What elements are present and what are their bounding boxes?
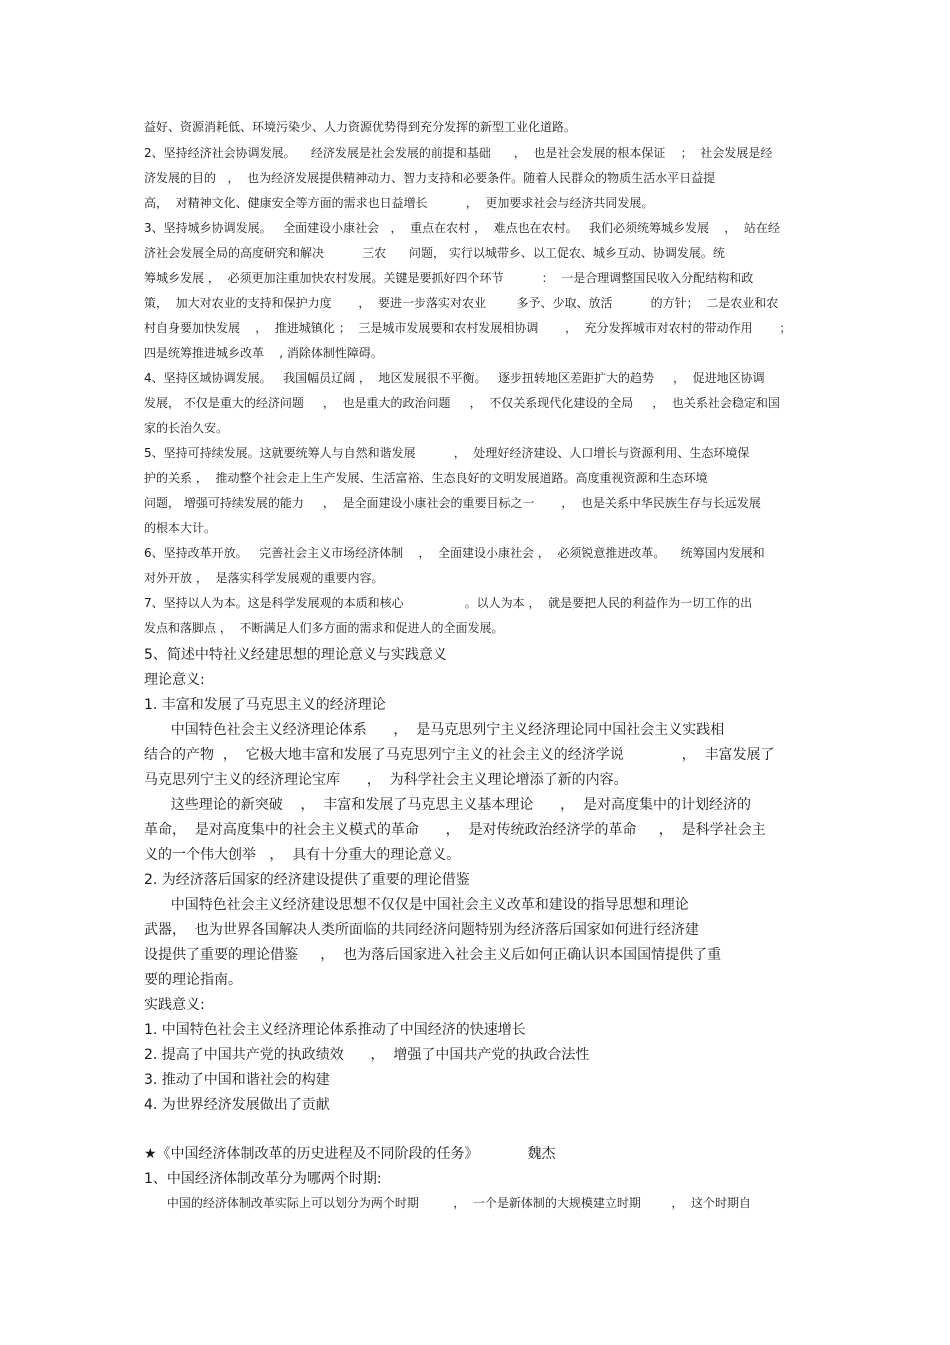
text-line: 高， 对精神文化、健康安全等方面的需求也日益增长 ， 更加要求社会与经济共同发展。 — [144, 196, 654, 210]
list-item: 3. 推动了中国和谐社会的构建 — [144, 1072, 330, 1088]
text-line: 结合的产物 ， 它极大地丰富和发展了马克思列宁主义的社会主义的经济学说 ， 丰富发展了 — [144, 747, 775, 763]
subheading: 实践意义: — [144, 997, 205, 1013]
list-item: 2. 提高了中国共产党的执政绩效 ， 增强了中国共产党的执政合法性 — [144, 1047, 590, 1063]
text-line: 设提供了重要的理论借鉴 ， 也为落后国家进入社会主义后如何正确认识本国国情提供了重 — [144, 947, 722, 963]
text-line: 益好、资源消耗低、环境污染少、人力资源优势得到充分发挥的新型工业化道路。 — [144, 120, 577, 134]
text-line: 对外开放 ， 是落实科学发展观的重要内容。 — [144, 571, 384, 585]
text-line: 这些理论的新突破 ， 丰富和发展了马克思主义基本理论 ， 是对高度集中的计划经济的 — [144, 797, 752, 813]
text-line: 革命， 是对高度集中的社会主义模式的革命 ， 是对传统政治经济学的革命 ， 是科学社会主 — [144, 822, 766, 838]
text-line: 策， 加大对农业的支持和保护力度 ， 要进一步落实对农业 多予、少取、放活 的方针； 二是农业和农 — [144, 296, 779, 310]
text-line: 7、坚持以人为本。这是科学发展观的本质和核心 。以人为本 ， 就是要把人民的利益作为一切工作的出 — [144, 596, 753, 610]
text-line: 6、坚持改革开放。 完善社会主义市场经济体制 ， 全面建设小康社会 ， 必须锐意推进改革。 统筹国内发展和 — [144, 546, 765, 560]
text-line: 马克思列宁主义的经济理论宝库 ， 为科学社会主义理论增添了新的内容。 — [144, 772, 628, 788]
list-item: 1. 中国特色社会主义经济理论体系推动了中国经济的快速增长 — [144, 1022, 526, 1038]
text-line: 中国特色社会主义经济建设思想不仅仅是中国社会主义改革和建设的指导思想和理论 — [144, 897, 689, 913]
text-line: 发点和落脚点 ， 不断满足人们多方面的需求和促进人的全面发展。 — [144, 621, 504, 635]
text-line: 中国的经济体制改革实际上可以划分为两个时期 ， 一个是新体制的大规模建立时期 ， 这个时期自 — [144, 1196, 751, 1210]
text-line: 问题， 增强可持续发展的能力 ， 是全面建设小康社会的重要目标之一 ， 也是关系中华民族生存与长远发展 — [144, 496, 761, 510]
text-line: 2、坚持经济社会协调发展。 经济发展是社会发展的前提和基础 ， 也是社会发展的根本保证 ； 社会发展是经 — [144, 146, 773, 160]
text-line: 义的一个伟大创举 ， 具有十分重大的理论意义。 — [144, 847, 461, 863]
list-item: 1. 丰富和发展了马克思主义的经济理论 — [144, 697, 386, 713]
text-line: 4、坚持区域协调发展。 我国幅员辽阔 ， 地区发展很不平衡。 逐步扭转地区差距扩大的趋势 ， 促进地区协调 — [144, 371, 765, 385]
subheading: 理论意义: — [144, 672, 205, 688]
text-line: 济社会发展全局的高度研究和解决 三农 问题， 实行以城带乡、以工促农、城乡互动、协调发展。统 — [144, 246, 725, 260]
text-line: 武器， 也为世界各国解决人类所面临的共同经济问题特别为经济落后国家如何进行经济建 — [144, 922, 699, 938]
text-line: 护的关系 ， 推动整个社会走上生产发展、生活富裕、生态良好的文明发展道路。高度重视资源和生态环境 — [144, 471, 708, 485]
text-line: 济发展的目的 ， 也为经济发展提供精神动力、智力支持和必要条件。随着人民群众的物质生活水平日益提 — [144, 171, 716, 185]
list-item: 4. 为世界经济发展做出了贡献 — [144, 1097, 330, 1113]
text-line: 中国特色社会主义经济理论体系 ， 是马克思列宁主义经济理论同中国社会主义实践相 — [144, 722, 725, 738]
text-line: 的根本大计。 — [144, 521, 217, 535]
article-title: ★《中国经济体制改革的历史进程及不同阶段的任务》 魏杰 — [144, 1146, 556, 1162]
text-line: 筹城乡发展 ， 必须更加注重加快农村发展。关键是要抓好四个环节 ： 一是合理调整国民收入分配结构和政 — [144, 271, 754, 285]
text-line: 村自身要加快发展 ， 推进城镇化 ； 三是城市发展要和农村发展相协调 ， 充分发挥城市对农村的带动作用 ； — [144, 321, 792, 335]
text-line: 5、坚持可持续发展。这就要统筹人与自然和谐发展 ， 处理好经济建设、人口增长与资源利用、生态环境保 — [144, 446, 750, 460]
text-line: 家的长治久安。 — [144, 421, 229, 435]
section-heading: 5、简述中特社义经建思想的理论意义与实践意义 — [144, 647, 447, 663]
text-line: 要的理论指南。 — [144, 972, 242, 988]
text-line: 四是统筹推进城乡改革 , 消除体制性障碍。 — [144, 346, 383, 360]
text-line: 发展， 不仅是重大的经济问题 ， 也是重大的政治问题 ， 不仅关系现代化建设的全局 ， 也关系社会稳定和国 — [144, 396, 780, 410]
list-item: 2. 为经济落后国家的经济建设提供了重要的理论借鉴 — [144, 872, 470, 888]
question-heading: 1、中国经济体制改革分为哪两个时期: — [144, 1171, 382, 1187]
text-line: 3、坚持城乡协调发展。 全面建设小康社会 ， 重点在农村 ， 难点也在农村。 我们必须统筹城乡发展 ， 站在经 — [144, 221, 780, 235]
